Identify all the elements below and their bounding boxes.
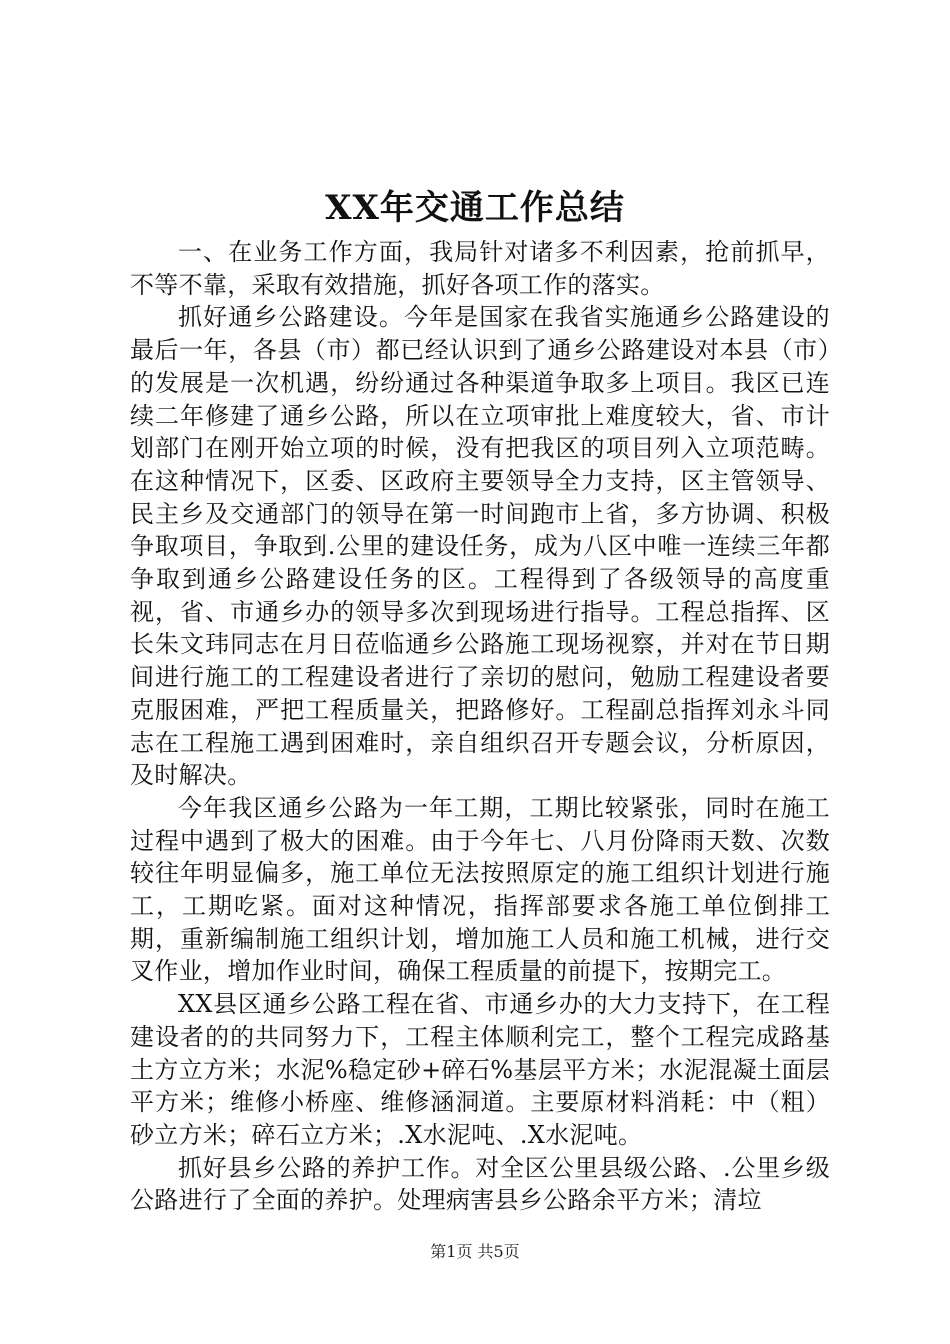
paragraph-4: XX县区通乡公路工程在省、市通乡办的大力支持下，在工程建设者的的共同努力下，工程主体顺利完工，整个工程完成路基土方立方米；水泥%稳定砂+碎石%基层平方米；水泥混凝土面层平方米；维修小桥座、维修涵洞道。主要原材料消耗：中（粗）砂立方米；碎石立方米；.X水泥吨、.X水泥吨。 bbox=[130, 990, 830, 1149]
document-body bbox=[130, 236, 830, 1217]
paragraph-1: 一、在业务工作方面，我局针对诸多不利因素，抢前抓早，不等不靠，采取有效措施，抓好各项工作的落实。 bbox=[130, 238, 830, 299]
paragraph-2: 抓好通乡公路建设。今年是国家在我省实施通乡公路建设的最后一年，各县（市）都已经认识到了通乡公路建设对本县（市）的发展是一次机遇，纷纷通过各种渠道争取多上项目。我区已连续二年修建了通乡公路，所以在立项审批上难度较大，省、市计划部门在刚开始立项的时候，没有把我区的项目列入立项范畴。在这种情况下，区委、区政府主要领导全力支持，区主管领导、民主乡及交通部门的领导在第一时间跑市上省，多方协调、积极争取项目，争取到.公里的建设任务，成为八区中唯一连续三年都争取到通乡公路建设任务的区。工程得到了各级领导的高度重视，省、市通乡办的领导多次到现场进行指导。工程总指挥、区长朱文玮同志在月日莅临通乡公路施工现场视察，并对在节日期间进行施工的工程建设者进行了亲切的慰问，勉励工程建设者要克服困难，严把工程质量关，把路修好。工程副总指挥刘永斗同志在工程施工遇到困难时，亲自组织召开专题会议，分析原因，及时解决。 bbox=[130, 303, 830, 790]
page-number-footer: 第1页 共5页 bbox=[430, 1242, 520, 1261]
document-title: XX年交通工作总结 bbox=[325, 188, 625, 228]
paragraph-3: 今年我区通乡公路为一年工期，工期比较紧张，同时在施工过程中遇到了极大的困难。由于今年七、八月份降雨天数、次数较往年明显偏多，施工单位无法按照原定的施工组织计划进行施工，工期吃紧。面对这种情况，指挥部要求各施工单位倒排工期，重新编制施工组织计划，增加施工人员和施工机械，进行交叉作业，增加作业时间，确保工程质量的前提下，按期完工。 bbox=[130, 793, 830, 986]
paragraph-5: 抓好县乡公路的养护工作。对全区公里县级公路、.公里乡级公路进行了全面的养护。处理病害县乡公路余平方米；清垃 bbox=[130, 1153, 830, 1215]
